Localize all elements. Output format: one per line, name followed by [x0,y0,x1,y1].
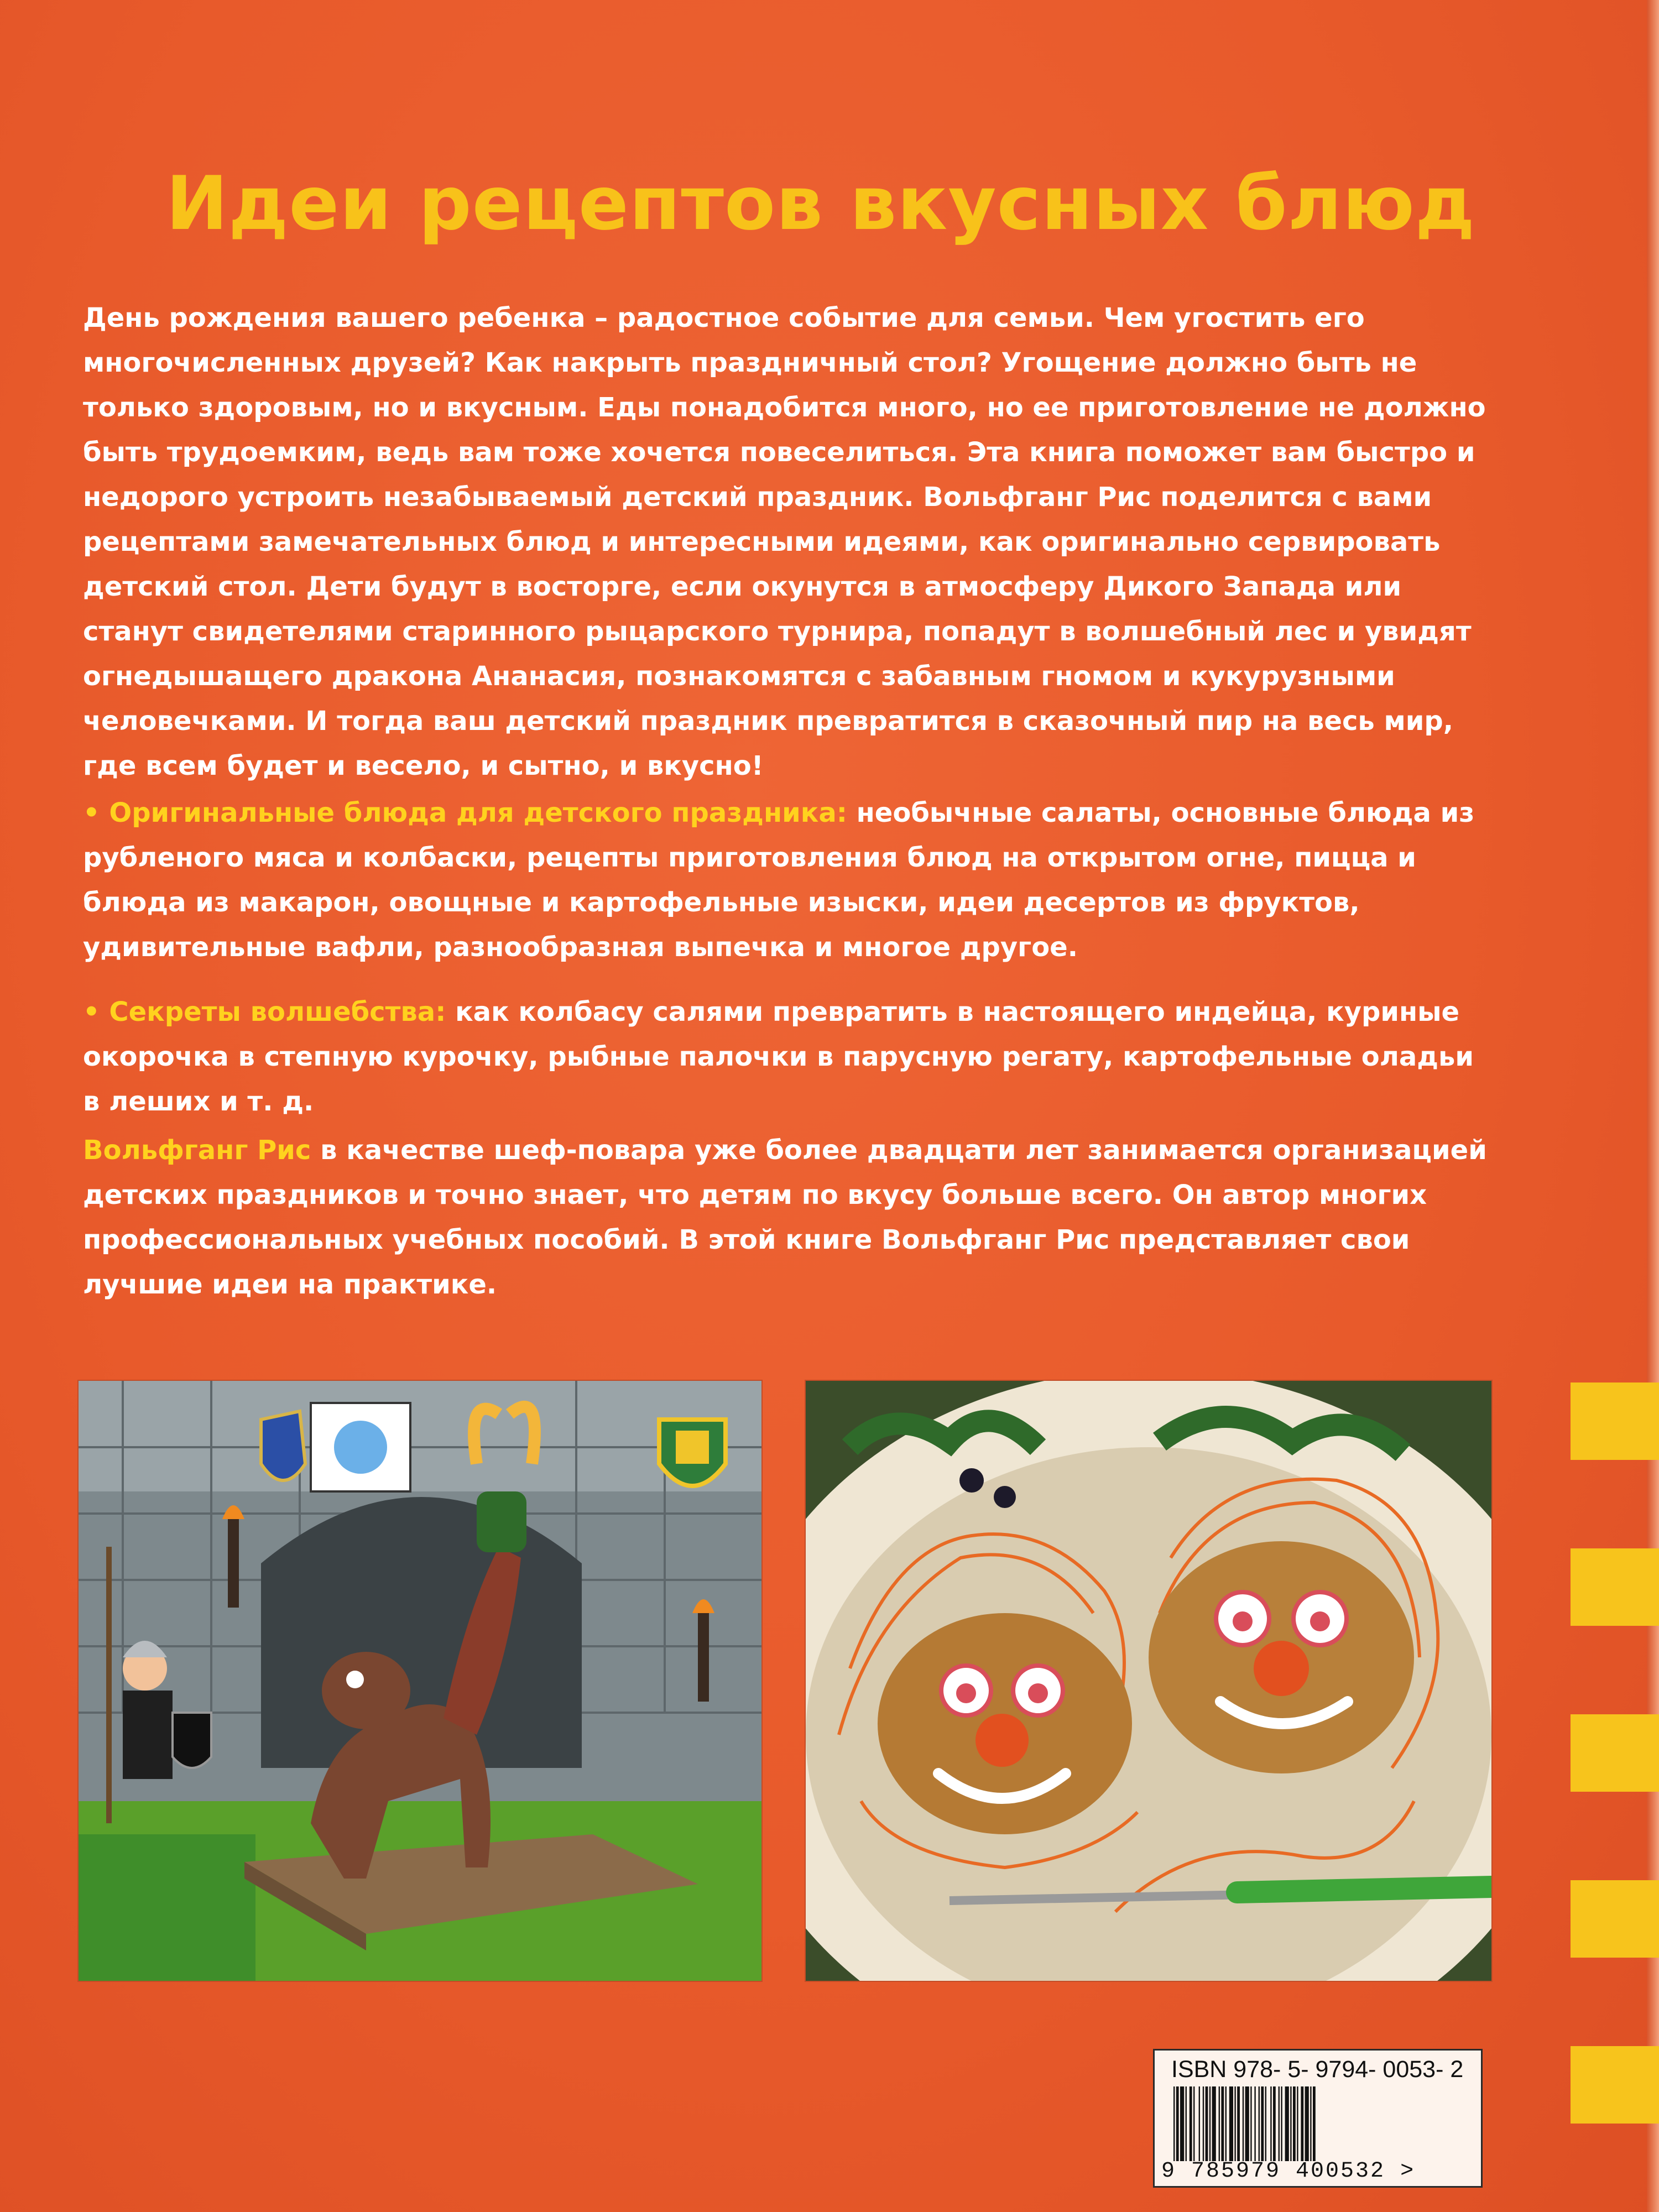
barcode-bar [1265,2086,1266,2161]
barcode-bar [1305,2086,1309,2161]
barcode-bar [1250,2086,1251,2161]
barcode-bar [1313,2086,1316,2161]
barcode-bar [1221,2086,1224,2161]
yellow-stripe [1571,2046,1659,2124]
ean-digits: 9 785979 400532 > [1161,2159,1416,2184]
barcode-bar [1270,2086,1271,2161]
intro-paragraph: День рождения вашего ребенка – радостное событие для семьи. Чем угостить его многочисленных друзей? Как накрыть праздничный стол? Угощение должно быть не только здоровым, но и вкусным. Еды понадобится много, но ее приготовление не должно быть трудоемким, ведь вам тоже хочется повеселиться. Эта книга поможет вам быстро и недорого устроить незабываемый детский праздник. Вольфганг Рис поделится с вами рецептами замечательных блюд и интересными идеями, как оригинально сервировать детский стол. Дети будут в восторге, если окунутся в атмосферу Дикого Запада или станут свидетелями старинного рыцарского турнира, попадут в волшебный лес и увидят огнедышащего дракона Ананасия, познакомятся с забавным гномом и кукурузными человечками. И тогда ваш детский праздник превратится в сказочный пир на весь мир, где всем будет и весело, и сытно, и вкусно! [83,302,1486,781]
barcode-bar [1180,2086,1184,2161]
author-paragraph [83,1128,1499,1307]
bullet-lead: • Секреты волшебства: [83,997,446,1027]
barcode-bar [1206,2086,1208,2161]
barcode-bar [1173,2086,1175,2161]
isbn-barcode-block [1153,2049,1483,2188]
barcode-bar [1203,2086,1204,2161]
page-title: Идеи рецептов вкусных блюд [166,160,1476,247]
yellow-stripe [1571,1548,1659,1626]
barcode-bar [1190,2086,1192,2161]
yellow-stripe [1571,1880,1659,1958]
barcode-bar [1259,2086,1260,2161]
barcode-bar [1261,2086,1264,2161]
barcode-icon [1171,2086,1453,2161]
bullet-magic-secrets [83,990,1499,1124]
barcode-bar [1301,2086,1303,2161]
photo-pancake-faces [805,1380,1493,1982]
barcode-bar [1245,2086,1249,2161]
yellow-stripe [1571,1383,1659,1460]
barcode-bar [1279,2086,1280,2161]
bullet-lead: • Оригинальные блюда для детского праздника: [83,797,847,828]
barcode-bar [1199,2086,1200,2161]
isbn-label: ISBN 978- 5- 9794- 0053- 2 [1171,2056,1464,2083]
barcode-bar [1234,2086,1235,2161]
barcode-bar [1285,2086,1289,2161]
barcode-bar [1310,2086,1311,2161]
barcode-bar [1229,2086,1233,2161]
photo-knight-castle [77,1380,763,1982]
bullet-text: как колбасу салями превратить в настоящего индейца, куриные окорочка в степную курочку, рыбные палочки в парусную регату, картофельные оладьи в леших и т. д. [83,997,1474,1117]
barcode-bar [1225,2086,1227,2161]
bullet-original-dishes [83,791,1499,970]
barcode-bar [1186,2086,1187,2161]
barcode-bar [1254,2086,1255,2161]
barcode-bar [1290,2086,1291,2161]
barcode-bar [1212,2086,1216,2161]
barcode-bar [1297,2086,1298,2161]
author-bio: в качестве шеф-повара уже более двадцати лет занимается организацией детских праздников и точно знает, что детям по вкусу больше всего. Он автор многих профессиональных учебных пособий. В этой книге Вольфганг Рис представляет свои лучшие идеи на практике. [83,1135,1487,1300]
barcode-bar [1243,2086,1244,2161]
bullet-text: необычные салаты, основные блюда из рубленого мяса и колбаски, рецепты приготовления блюд на открытом огне, пицца и блюда из макарон, овощные и картофельные изыски, идеи десертов из фруктов, удивительные вафли, разнообразная выпечка и многое другое. [83,797,1475,963]
barcode-bar [1237,2086,1240,2161]
barcode-bar [1281,2086,1282,2161]
barcode-bar [1209,2086,1211,2161]
barcode-bar [1273,2086,1276,2161]
barcode-bar [1219,2086,1220,2161]
yellow-stripe [1571,1714,1659,1792]
barcode-bar [1176,2086,1179,2161]
barcode-bar [1193,2086,1194,2161]
barcode-bar [1293,2086,1296,2161]
author-name: Вольфганг Рис [83,1135,311,1166]
